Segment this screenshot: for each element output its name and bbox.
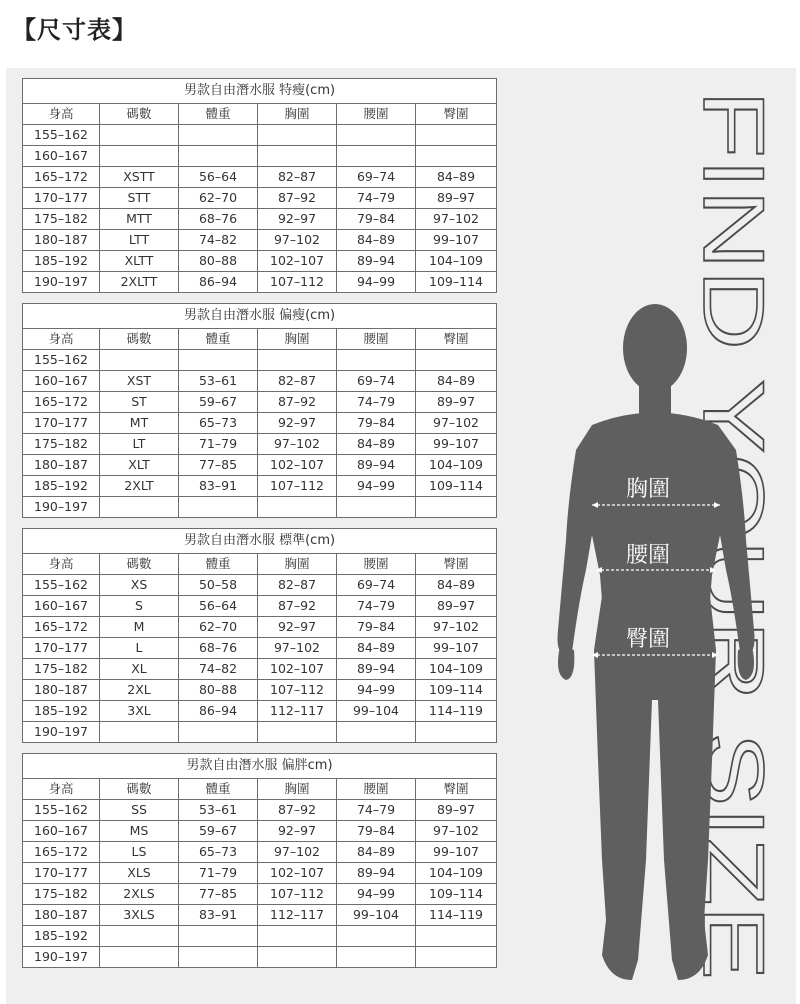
cell-chest: 82–87	[258, 167, 337, 188]
table-row	[23, 617, 497, 638]
table-row	[23, 659, 497, 680]
cell-hip: 89–97	[416, 188, 497, 209]
cell-chest	[258, 947, 337, 968]
cell-weight: 53–61	[179, 800, 258, 821]
cell-waist: 94–99	[337, 272, 416, 293]
cell-chest: 97–102	[258, 434, 337, 455]
table-row	[23, 800, 497, 821]
cell-hip	[416, 722, 497, 743]
cell-height: 175–182	[23, 434, 100, 455]
cell-chest: 102–107	[258, 455, 337, 476]
body-silhouette	[540, 300, 780, 990]
cell-height: 185–192	[23, 251, 100, 272]
cell-hip: 104–109	[416, 863, 497, 884]
cell-weight	[179, 722, 258, 743]
cell-size: XLS	[100, 863, 179, 884]
table-row	[23, 188, 497, 209]
cell-size: LS	[100, 842, 179, 863]
cell-hip: 99–107	[416, 842, 497, 863]
table-row	[23, 863, 497, 884]
header-chest: 胸圍	[258, 554, 337, 575]
cell-height: 165–172	[23, 617, 100, 638]
cell-hip	[416, 926, 497, 947]
cell-weight: 59–67	[179, 821, 258, 842]
table-row	[23, 476, 497, 497]
cell-size: 2XL	[100, 680, 179, 701]
cell-height: 180–187	[23, 230, 100, 251]
table-row	[23, 905, 497, 926]
cell-weight: 74–82	[179, 659, 258, 680]
table-row	[23, 680, 497, 701]
table-row	[23, 350, 497, 371]
cell-chest: 97–102	[258, 842, 337, 863]
cell-size: ST	[100, 392, 179, 413]
table-row	[23, 575, 497, 596]
table-body	[23, 575, 497, 743]
table-row	[23, 392, 497, 413]
table-row	[23, 842, 497, 863]
cell-hip: 114–119	[416, 701, 497, 722]
cell-waist: 89–94	[337, 455, 416, 476]
cell-waist: 94–99	[337, 680, 416, 701]
cell-chest: 97–102	[258, 638, 337, 659]
cell-chest: 92–97	[258, 821, 337, 842]
cell-size	[100, 497, 179, 518]
cell-hip: 109–114	[416, 272, 497, 293]
cell-size: MTT	[100, 209, 179, 230]
cell-weight: 56–64	[179, 596, 258, 617]
table-caption: 男款自由潛水服 標準(cm)	[23, 529, 497, 554]
table-row	[23, 371, 497, 392]
chest-label: 胸圍	[626, 477, 671, 502]
table-row	[23, 926, 497, 947]
header-weight: 體重	[179, 329, 258, 350]
cell-waist: 69–74	[337, 167, 416, 188]
cell-chest: 82–87	[258, 371, 337, 392]
page-title: 【尺寸表】	[12, 16, 137, 44]
cell-hip: 97–102	[416, 413, 497, 434]
cell-size: STT	[100, 188, 179, 209]
table-body	[23, 125, 497, 293]
cell-hip: 97–102	[416, 209, 497, 230]
cell-weight: 71–79	[179, 863, 258, 884]
cell-waist: 94–99	[337, 476, 416, 497]
cell-size: XL	[100, 659, 179, 680]
cell-size: 3XLS	[100, 905, 179, 926]
cell-hip	[416, 497, 497, 518]
cell-height: 170–177	[23, 188, 100, 209]
cell-weight: 83–91	[179, 905, 258, 926]
cell-hip: 84–89	[416, 167, 497, 188]
cell-weight: 86–94	[179, 272, 258, 293]
cell-chest: 107–112	[258, 884, 337, 905]
cell-weight	[179, 146, 258, 167]
cell-chest: 87–92	[258, 800, 337, 821]
cell-height: 175–182	[23, 209, 100, 230]
cell-size	[100, 350, 179, 371]
cell-waist: 79–84	[337, 821, 416, 842]
cell-height: 180–187	[23, 905, 100, 926]
cell-weight: 65–73	[179, 842, 258, 863]
header-waist: 腰圍	[337, 329, 416, 350]
cell-size: 2XLT	[100, 476, 179, 497]
cell-chest: 92–97	[258, 209, 337, 230]
cell-height: 190–197	[23, 947, 100, 968]
header-chest: 胸圍	[258, 779, 337, 800]
cell-chest: 107–112	[258, 476, 337, 497]
table-caption: 男款自由潛水服 偏胖cm)	[23, 754, 497, 779]
cell-height: 160–167	[23, 371, 100, 392]
cell-chest: 112–117	[258, 701, 337, 722]
cell-chest: 82–87	[258, 575, 337, 596]
cell-size: MS	[100, 821, 179, 842]
cell-size: 2XLS	[100, 884, 179, 905]
size-table-slim	[22, 303, 496, 518]
cell-size: 3XL	[100, 701, 179, 722]
cell-waist: 84–89	[337, 638, 416, 659]
cell-chest: 107–112	[258, 680, 337, 701]
cell-hip: 84–89	[416, 575, 497, 596]
cell-size: L	[100, 638, 179, 659]
table-row	[23, 497, 497, 518]
cell-height: 155–162	[23, 350, 100, 371]
vertical-text: FIND YOUR SIZE	[685, 90, 781, 777]
cell-hip	[416, 947, 497, 968]
cell-height: 170–177	[23, 638, 100, 659]
table-row	[23, 230, 497, 251]
cell-weight: 80–88	[179, 251, 258, 272]
cell-height: 160–167	[23, 821, 100, 842]
cell-chest: 87–92	[258, 188, 337, 209]
table-row	[23, 272, 497, 293]
cell-hip: 97–102	[416, 617, 497, 638]
header-size: 碼數	[100, 554, 179, 575]
table-row	[23, 638, 497, 659]
cell-chest: 102–107	[258, 251, 337, 272]
cell-waist: 69–74	[337, 575, 416, 596]
cell-height: 160–167	[23, 146, 100, 167]
table-row	[23, 209, 497, 230]
cell-size: S	[100, 596, 179, 617]
cell-weight: 65–73	[179, 413, 258, 434]
cell-size: XLT	[100, 455, 179, 476]
cell-weight: 77–85	[179, 455, 258, 476]
cell-size: 2XLTT	[100, 272, 179, 293]
cell-height: 155–162	[23, 800, 100, 821]
table-row	[23, 125, 497, 146]
cell-hip	[416, 146, 497, 167]
table-caption: 男款自由潛水服 特瘦(cm)	[23, 79, 497, 104]
header-weight: 體重	[179, 779, 258, 800]
cell-hip: 109–114	[416, 476, 497, 497]
cell-height: 185–192	[23, 926, 100, 947]
header-height: 身高	[23, 329, 100, 350]
cell-weight: 68–76	[179, 209, 258, 230]
cell-size: MT	[100, 413, 179, 434]
cell-waist: 69–74	[337, 371, 416, 392]
cell-size	[100, 722, 179, 743]
table-row	[23, 146, 497, 167]
cell-height: 175–182	[23, 884, 100, 905]
header-height: 身高	[23, 779, 100, 800]
header-weight: 體重	[179, 554, 258, 575]
header-size: 碼數	[100, 779, 179, 800]
cell-waist	[337, 350, 416, 371]
header-row	[23, 779, 497, 800]
cell-weight	[179, 497, 258, 518]
header-hip: 臀圍	[416, 554, 497, 575]
table-row	[23, 455, 497, 476]
cell-height: 155–162	[23, 125, 100, 146]
table-row	[23, 722, 497, 743]
cell-chest: 97–102	[258, 230, 337, 251]
cell-height: 160–167	[23, 596, 100, 617]
cell-weight: 74–82	[179, 230, 258, 251]
cell-hip: 84–89	[416, 371, 497, 392]
header-row	[23, 104, 497, 125]
cell-waist: 84–89	[337, 842, 416, 863]
cell-weight: 71–79	[179, 434, 258, 455]
header-size: 碼數	[100, 104, 179, 125]
cell-size	[100, 146, 179, 167]
cell-height: 165–172	[23, 842, 100, 863]
cell-size: XSTT	[100, 167, 179, 188]
header-chest: 胸圍	[258, 104, 337, 125]
cell-hip: 109–114	[416, 884, 497, 905]
cell-waist: 74–79	[337, 800, 416, 821]
table-row	[23, 434, 497, 455]
cell-size: LTT	[100, 230, 179, 251]
cell-size: M	[100, 617, 179, 638]
cell-weight	[179, 125, 258, 146]
cell-chest	[258, 146, 337, 167]
cell-weight	[179, 947, 258, 968]
cell-size	[100, 125, 179, 146]
cell-hip: 89–97	[416, 800, 497, 821]
cell-chest	[258, 497, 337, 518]
table-caption: 男款自由潛水服 偏瘦(cm)	[23, 304, 497, 329]
cell-waist	[337, 722, 416, 743]
cell-chest: 102–107	[258, 863, 337, 884]
cell-hip: 99–107	[416, 638, 497, 659]
header-waist: 腰圍	[337, 554, 416, 575]
cell-height: 185–192	[23, 701, 100, 722]
table-row	[23, 413, 497, 434]
cell-chest	[258, 125, 337, 146]
cell-hip: 109–114	[416, 680, 497, 701]
cell-hip: 99–107	[416, 434, 497, 455]
cell-weight: 62–70	[179, 188, 258, 209]
cell-hip: 114–119	[416, 905, 497, 926]
cell-waist: 79–84	[337, 209, 416, 230]
table-row	[23, 884, 497, 905]
cell-chest: 92–97	[258, 413, 337, 434]
cell-hip: 97–102	[416, 821, 497, 842]
table-row	[23, 701, 497, 722]
cell-waist	[337, 146, 416, 167]
table-row	[23, 947, 497, 968]
cell-hip: 89–97	[416, 596, 497, 617]
cell-height: 190–197	[23, 272, 100, 293]
cell-chest: 112–117	[258, 905, 337, 926]
cell-height: 170–177	[23, 413, 100, 434]
cell-chest: 102–107	[258, 659, 337, 680]
header-waist: 腰圍	[337, 104, 416, 125]
cell-height: 180–187	[23, 455, 100, 476]
cell-hip: 104–109	[416, 455, 497, 476]
cell-waist: 89–94	[337, 863, 416, 884]
cell-waist: 89–94	[337, 659, 416, 680]
cell-height: 165–172	[23, 167, 100, 188]
cell-size: XLTT	[100, 251, 179, 272]
size-table-stout	[22, 753, 496, 968]
cell-hip	[416, 125, 497, 146]
cell-height: 165–172	[23, 392, 100, 413]
cell-chest	[258, 350, 337, 371]
cell-waist: 84–89	[337, 230, 416, 251]
cell-size	[100, 926, 179, 947]
cell-weight: 68–76	[179, 638, 258, 659]
cell-weight: 86–94	[179, 701, 258, 722]
cell-chest: 87–92	[258, 596, 337, 617]
header-weight: 體重	[179, 104, 258, 125]
cell-waist	[337, 926, 416, 947]
cell-waist	[337, 125, 416, 146]
cell-height: 190–197	[23, 722, 100, 743]
cell-hip: 104–109	[416, 659, 497, 680]
cell-weight	[179, 350, 258, 371]
table-body	[23, 800, 497, 968]
cell-weight	[179, 926, 258, 947]
cell-height: 175–182	[23, 659, 100, 680]
header-hip: 臀圍	[416, 779, 497, 800]
cell-waist: 74–79	[337, 392, 416, 413]
cell-chest: 92–97	[258, 617, 337, 638]
cell-height: 170–177	[23, 863, 100, 884]
cell-waist: 74–79	[337, 596, 416, 617]
cell-waist	[337, 947, 416, 968]
cell-waist: 89–94	[337, 251, 416, 272]
cell-height: 180–187	[23, 680, 100, 701]
cell-waist: 99–104	[337, 905, 416, 926]
cell-waist: 74–79	[337, 188, 416, 209]
cell-size: SS	[100, 800, 179, 821]
table-row	[23, 821, 497, 842]
cell-weight: 56–64	[179, 167, 258, 188]
cell-size: XST	[100, 371, 179, 392]
cell-waist: 94–99	[337, 884, 416, 905]
cell-weight: 59–67	[179, 392, 258, 413]
cell-height: 185–192	[23, 476, 100, 497]
cell-chest	[258, 722, 337, 743]
cell-weight: 53–61	[179, 371, 258, 392]
waist-label: 腰圍	[626, 543, 671, 568]
cell-height: 190–197	[23, 497, 100, 518]
table-row	[23, 167, 497, 188]
cell-waist: 99–104	[337, 701, 416, 722]
cell-hip	[416, 350, 497, 371]
header-hip: 臀圍	[416, 329, 497, 350]
cell-weight: 62–70	[179, 617, 258, 638]
cell-weight: 50–58	[179, 575, 258, 596]
table-row	[23, 596, 497, 617]
cell-chest: 107–112	[258, 272, 337, 293]
header-row	[23, 554, 497, 575]
cell-hip: 99–107	[416, 230, 497, 251]
cell-hip: 104–109	[416, 251, 497, 272]
header-row	[23, 329, 497, 350]
size-table-standard	[22, 528, 496, 743]
cell-height: 155–162	[23, 575, 100, 596]
cell-chest: 87–92	[258, 392, 337, 413]
cell-size	[100, 947, 179, 968]
header-height: 身高	[23, 104, 100, 125]
header-hip: 臀圍	[416, 104, 497, 125]
size-table-extra-slim	[22, 78, 496, 293]
table-body	[23, 350, 497, 518]
cell-chest	[258, 926, 337, 947]
header-chest: 胸圍	[258, 329, 337, 350]
header-size: 碼數	[100, 329, 179, 350]
header-waist: 腰圍	[337, 779, 416, 800]
cell-size: LT	[100, 434, 179, 455]
cell-weight: 83–91	[179, 476, 258, 497]
cell-waist: 79–84	[337, 413, 416, 434]
cell-size: XS	[100, 575, 179, 596]
header-height: 身高	[23, 554, 100, 575]
cell-hip: 89–97	[416, 392, 497, 413]
cell-waist: 79–84	[337, 617, 416, 638]
cell-weight: 77–85	[179, 884, 258, 905]
hip-label: 臀圍	[626, 627, 671, 652]
table-row	[23, 251, 497, 272]
cell-weight: 80–88	[179, 680, 258, 701]
cell-waist	[337, 497, 416, 518]
cell-waist: 84–89	[337, 434, 416, 455]
